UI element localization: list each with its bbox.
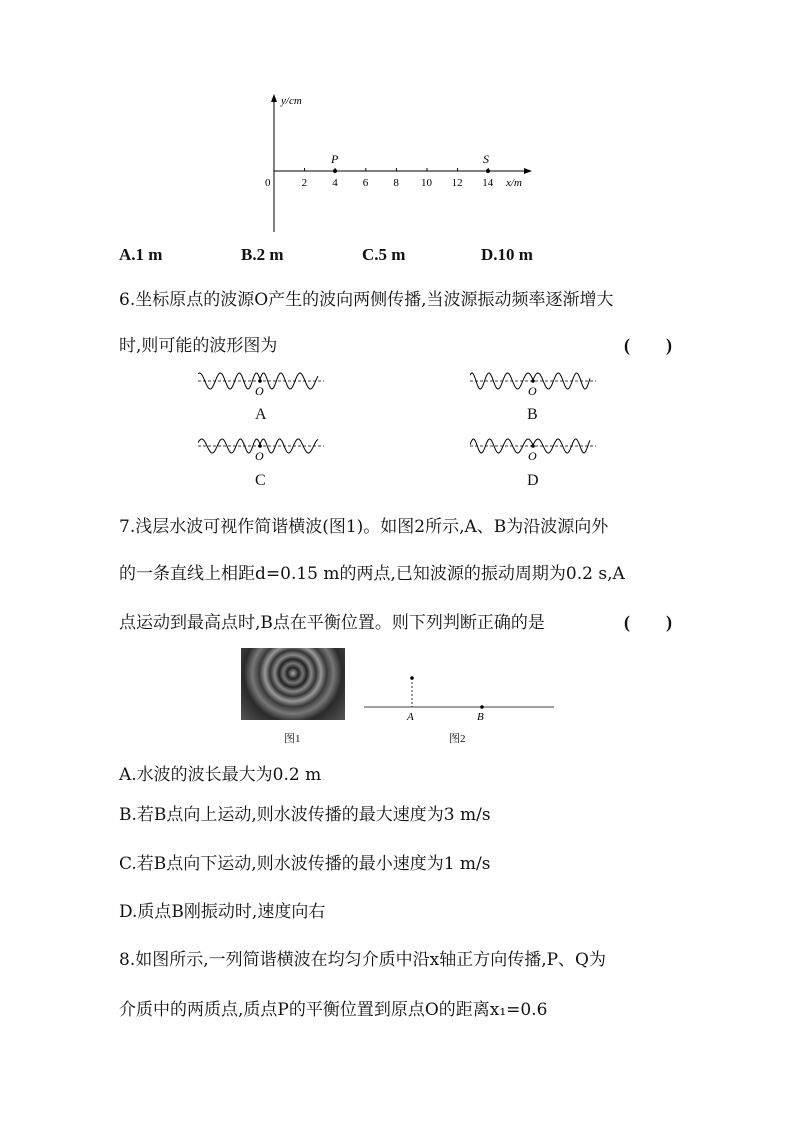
point-b-dot	[480, 705, 484, 709]
wave-label-a: A	[255, 406, 267, 423]
q5-option-a: A.1 m	[119, 245, 163, 264]
wave-d-origin: O	[528, 449, 537, 462]
q7-stem-line3: 点运动到最高点时,B点在平衡位置。则下列判断正确的是	[119, 613, 545, 633]
q8-stem-line2: 介质中的两质点,质点P的平衡位置到原点O的距离x₁=0.6	[119, 1000, 548, 1020]
x-tick-label: 14	[482, 177, 494, 189]
x-tick-label: 10	[421, 177, 432, 189]
x-tick-label: 2	[301, 177, 308, 189]
q6-stem-line2: 时,则可能的波形图为	[119, 336, 278, 356]
wave-option-c	[198, 434, 324, 462]
wave-label-d: D	[527, 472, 539, 489]
point-b-label: B	[477, 711, 484, 722]
q7-option-b: B.若B点向上运动,则水波传播的最大速度为3 m/s	[119, 805, 491, 825]
q5-option-b: B.2 m	[241, 245, 284, 264]
y-axis-arrow	[271, 94, 277, 102]
point-a-crest-dot	[410, 676, 414, 680]
x-tick-label: 12	[451, 177, 463, 189]
q7-stem-line2: 的一条直线上相距d=0.15 m的两点,已知波源的振动周期为0.2 s,A	[119, 564, 625, 584]
wave-label-c: C	[255, 472, 266, 489]
wave-option-d	[470, 434, 596, 462]
q8-stem-line1: 8.如图所示,一列简谐横波在均匀介质中沿x轴正方向传播,P、Q为	[119, 950, 606, 970]
fig1-caption: 图1	[284, 733, 301, 745]
q7-option-c: C.若B点向下运动,则水波传播的最小速度为1 m/s	[119, 854, 491, 874]
q7-answer-blank: ( )	[624, 612, 672, 632]
wave-option-a	[198, 368, 324, 396]
point-a-label: A	[407, 711, 414, 722]
fig2-diagram	[362, 670, 557, 722]
q6-stem-line1: 6.坐标原点的波源O产生的波向两侧传播,当波源振动频率逐渐增大	[119, 290, 614, 310]
wave-a-origin: O	[255, 384, 264, 396]
q5-option-c: C.5 m	[362, 245, 406, 264]
q7-stem-line1: 7.浅层水波可视作简谐横波(图1)。如图2所示,A、B为沿波源向外	[119, 517, 609, 537]
q5-option-d: D.10 m	[481, 245, 533, 264]
x-tick-label: 6	[362, 177, 369, 189]
y-axis-label: y/cm	[281, 95, 302, 107]
q7-option-a: A.水波的波长最大为0.2 m	[119, 765, 322, 785]
point-s-label: S	[483, 152, 489, 166]
q7-option-d: D.质点B刚振动时,速度向右	[119, 902, 326, 922]
wave-option-b	[470, 368, 596, 396]
point-p-dot	[333, 169, 337, 173]
x-axis-arrow	[524, 168, 532, 174]
point-p-label: P	[331, 152, 339, 166]
origin-label: 0	[265, 177, 271, 189]
x-axis-label: x/m	[506, 177, 522, 189]
q6-answer-blank: ( )	[624, 335, 672, 355]
wave-label-b: B	[527, 406, 538, 423]
wave-c-origin: O	[255, 449, 264, 462]
x-tick-label: 4	[332, 177, 338, 189]
coordinate-graph	[255, 92, 535, 237]
wave-b-origin: O	[528, 384, 537, 396]
fig2-caption: 图2	[449, 733, 466, 745]
water-ripple-photo	[241, 648, 345, 720]
x-tick-label: 8	[393, 177, 399, 189]
point-s-dot	[486, 169, 490, 173]
